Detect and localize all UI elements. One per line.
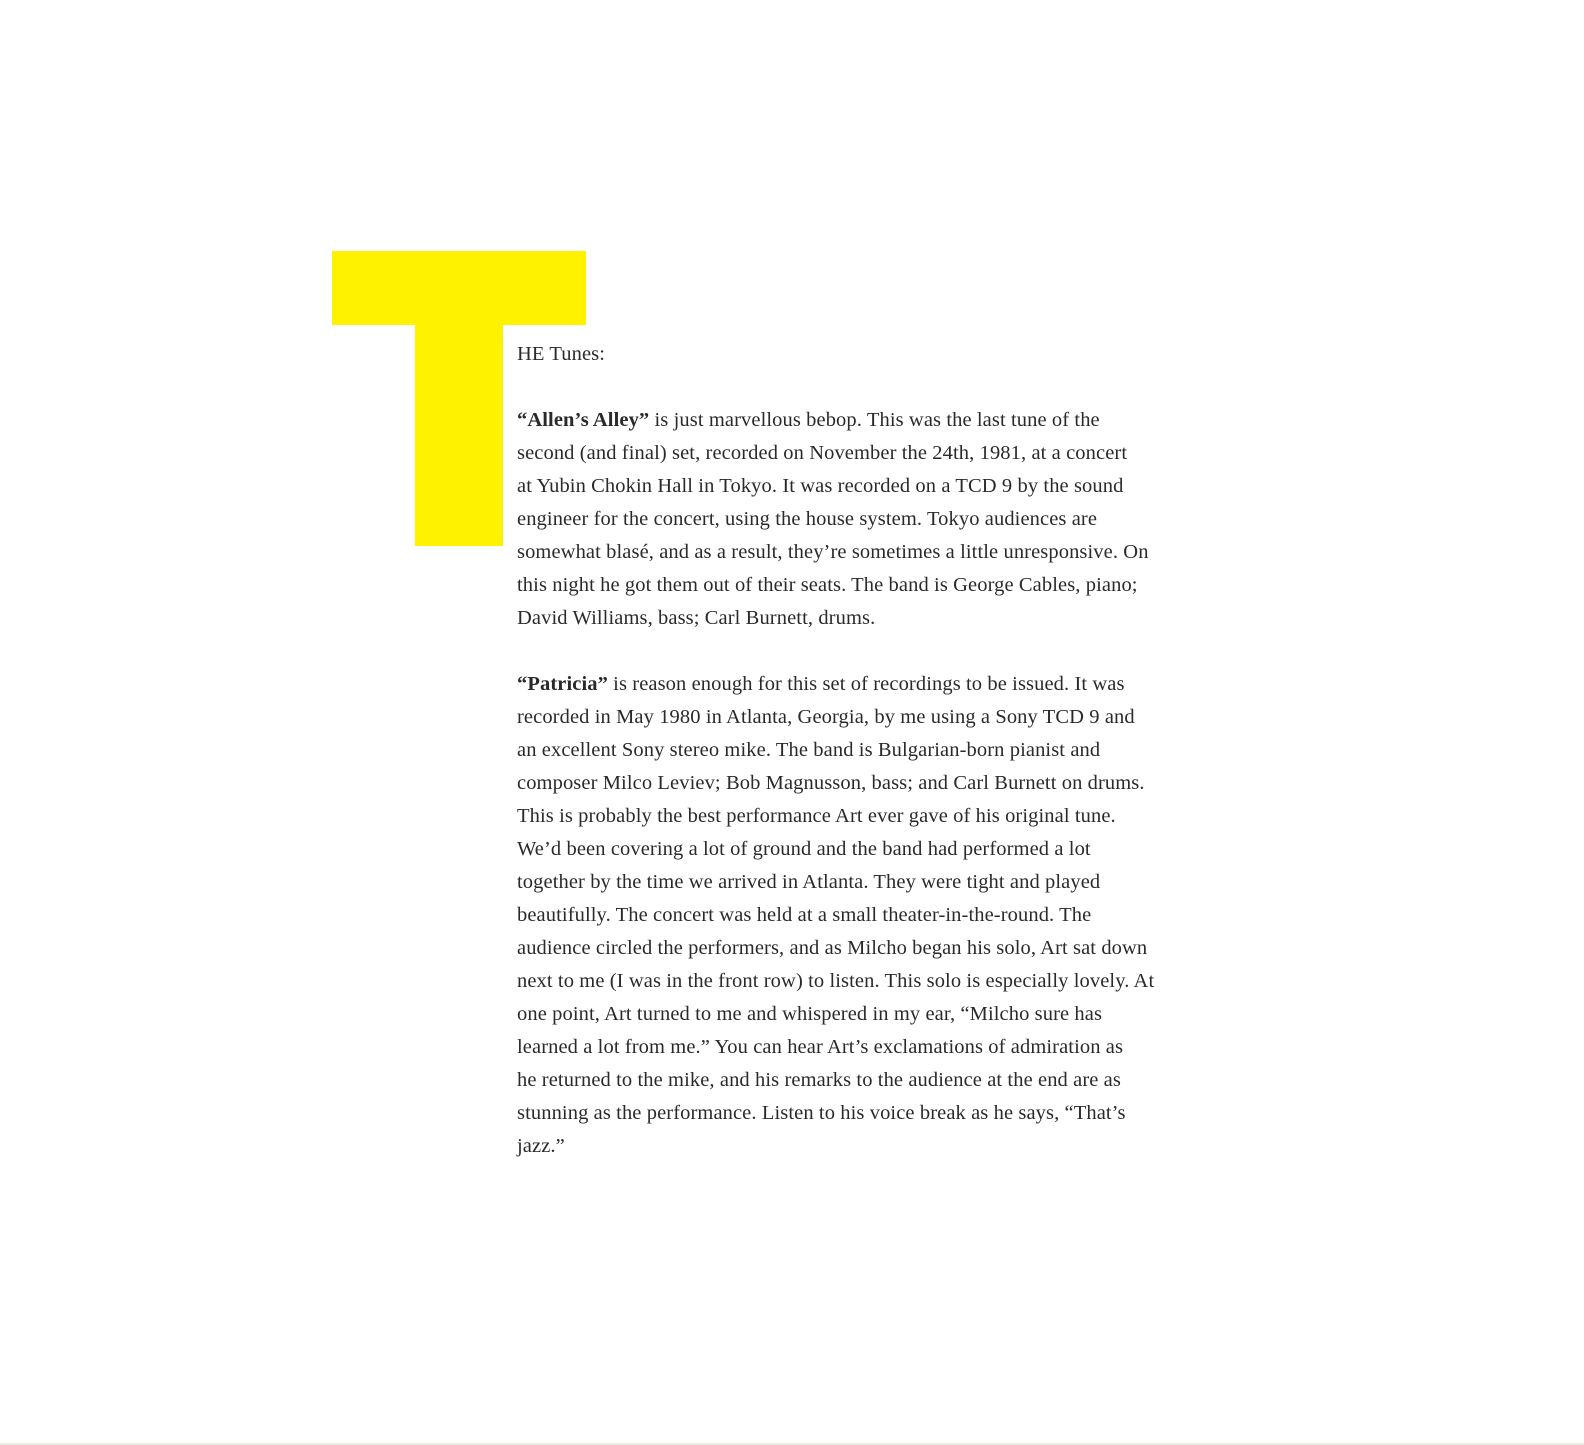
section-heading: HE Tunes: <box>517 343 606 365</box>
paragraph-line: audience circled the performers, and as Milcho began his solo, Art sat down <box>517 937 1148 959</box>
body-text <box>517 338 1317 1196</box>
paragraph-line: jazz.” <box>517 1135 565 1157</box>
paragraph-line: stunning as the performance. Listen to his voice break as he says, “That’s <box>517 1102 1126 1124</box>
paragraph-line: second (and final) set, recorded on November the 24th, 1981, at a concert <box>517 442 1128 464</box>
paragraph-line: at Yubin Chokin Hall in Tokyo. It was recorded on a TCD 9 by the sound <box>517 475 1124 497</box>
paragraph-patricia <box>517 668 1317 1163</box>
paragraph-line: recorded in May 1980 in Atlanta, Georgia, by me using a Sony TCD 9 and <box>517 706 1135 728</box>
paragraph-line: next to me (I was in the front row) to listen. This solo is especially lovely. At <box>517 970 1155 992</box>
paragraph-line: engineer for the concert, using the house system. Tokyo audiences are <box>517 508 1098 530</box>
tune-title: “Allen’s Alley” <box>517 409 650 431</box>
paragraph-line: This is probably the best performance Art ever gave of his original tune. <box>517 805 1116 827</box>
paragraph-allens-alley <box>517 404 1317 635</box>
line-text: is reason enough for this set of recordings to be issued. It was <box>607 673 1125 695</box>
paragraph-line <box>517 668 1317 701</box>
paragraph-line: beautifully. The concert was held at a small theater-in-the-round. The <box>517 904 1092 926</box>
paragraph-line: We’d been covering a lot of ground and the band had performed a lot <box>517 838 1091 860</box>
dropcap-t-stem <box>415 251 503 546</box>
paragraph-line: this night he got them out of their seats. The band is George Cables, piano; <box>517 574 1138 596</box>
paragraph-line <box>517 404 1317 437</box>
paragraph-line: together by the time we arrived in Atlanta. They were tight and played <box>517 871 1101 893</box>
paragraph-line: composer Milco Leviev; Bob Magnusson, bass; and Carl Burnett on drums. <box>517 772 1145 794</box>
line-text: is just marvellous bebop. This was the last tune of the <box>649 409 1100 431</box>
tune-title: “Patricia” <box>517 673 608 695</box>
paragraph-line: David Williams, bass; Carl Burnett, drums. <box>517 607 876 629</box>
paragraph-line: one point, Art turned to me and whispered in my ear, “Milcho sure has <box>517 1003 1103 1025</box>
paragraph-line: learned a lot from me.” You can hear Art’s exclamations of admiration as <box>517 1036 1124 1058</box>
paragraph-line: he returned to the mike, and his remarks to the audience at the end are as <box>517 1069 1121 1091</box>
paragraph-line: an excellent Sony stereo mike. The band is Bulgarian-born pianist and <box>517 739 1101 761</box>
dropcap-t-crossbar <box>332 251 586 325</box>
paragraph-line: somewhat blasé, and as a result, they’re sometimes a little unresponsive. On <box>517 541 1149 563</box>
